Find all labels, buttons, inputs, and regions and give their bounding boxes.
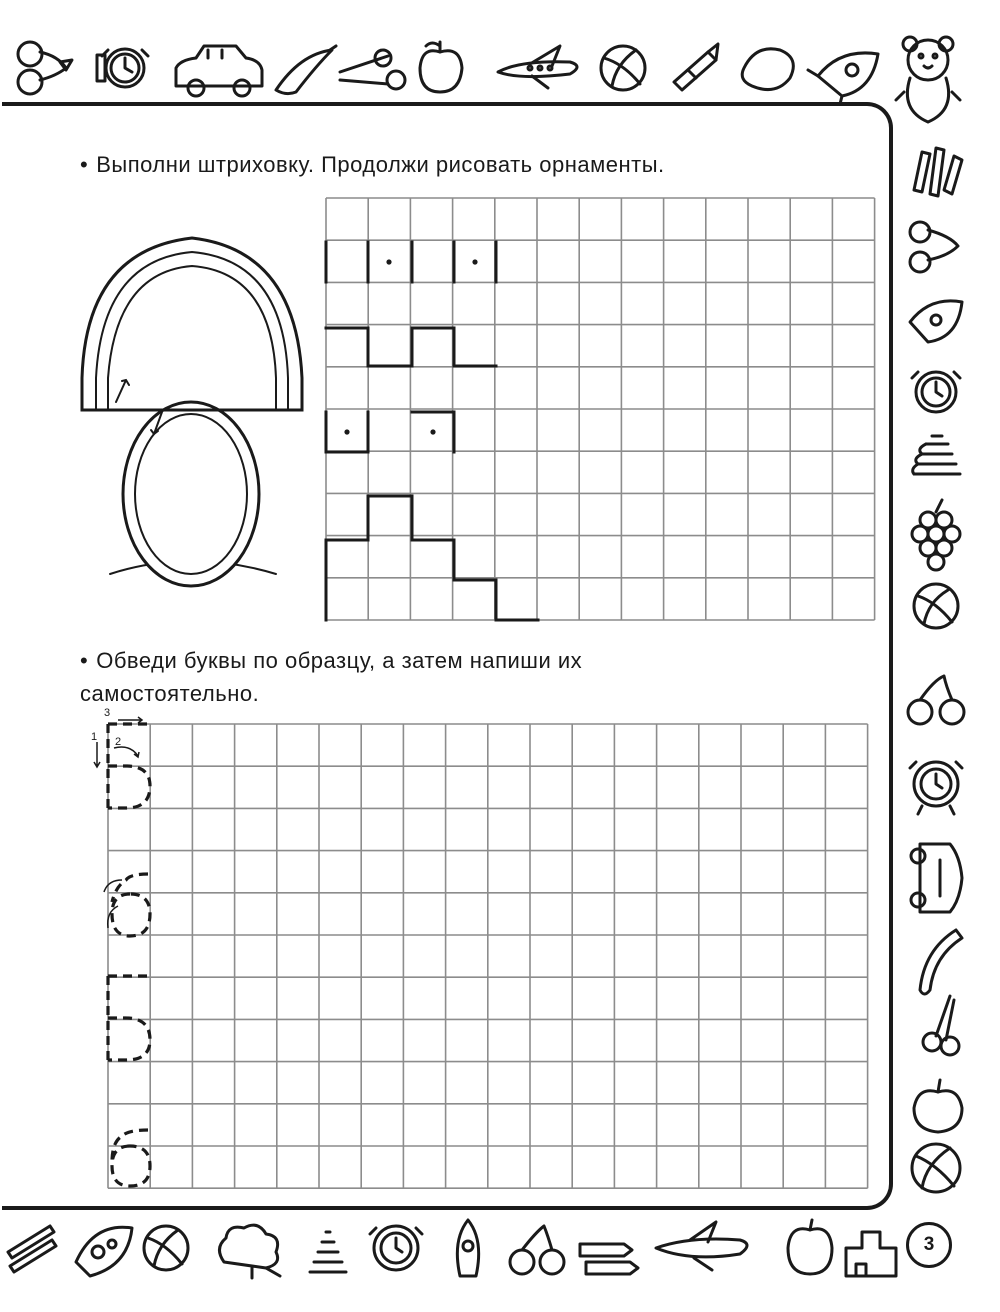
ball-icon — [601, 46, 645, 90]
airplane-icon — [498, 46, 577, 88]
crayon-icon — [674, 44, 718, 90]
cherries-icon — [908, 676, 964, 724]
car-icon — [911, 844, 962, 912]
ball-icon — [914, 584, 958, 628]
pyramid-toy-icon — [913, 436, 960, 474]
stroke-number-3: 3 — [104, 707, 111, 719]
stroke-number-1: 1 — [91, 731, 98, 743]
apple-icon — [914, 1080, 962, 1132]
banana-icon — [920, 930, 962, 994]
page-number: 3 — [906, 1222, 952, 1268]
rocket-icon — [808, 53, 878, 104]
rocket-icon — [457, 1220, 478, 1276]
instruction-letters: • Обведи буквы по образцу, а затем напиши их самостоятельно. — [80, 648, 583, 706]
car-icon — [176, 46, 262, 96]
rocket-icon — [910, 301, 962, 342]
crayons-icon — [8, 1226, 56, 1272]
cauliflower-icon — [219, 1225, 280, 1278]
alarm-clock-icon — [370, 1226, 422, 1270]
toy-castle-icon — [846, 1232, 896, 1276]
apple-icon — [420, 42, 462, 92]
crayons-icon — [580, 1244, 638, 1274]
ball-icon — [912, 1144, 960, 1192]
scissors-icon — [340, 50, 405, 89]
stroke-number-2: 2 — [115, 736, 122, 748]
airplane-icon — [656, 1222, 747, 1270]
cherries-icon — [510, 1226, 564, 1274]
crayons-icon — [914, 148, 962, 196]
rocket-icon — [76, 1227, 132, 1276]
lemon-icon — [742, 49, 793, 90]
scissors-icon — [923, 996, 959, 1055]
teddy-bear-icon — [896, 37, 960, 122]
alarm-clock-icon — [912, 372, 960, 412]
cherries-icon — [910, 222, 958, 272]
banana-icon — [276, 46, 336, 94]
alarm-clock-icon — [910, 762, 962, 814]
cherries-icon — [18, 42, 72, 94]
grapes-icon — [912, 500, 960, 570]
instruction-hatching: • Выполни штриховку. Продолжи рисовать орнаменты. — [80, 152, 665, 177]
pyramid-toy-icon — [310, 1232, 346, 1272]
alarm-clock-icon — [97, 49, 148, 87]
ball-icon — [144, 1226, 188, 1270]
apple-icon — [788, 1220, 832, 1274]
